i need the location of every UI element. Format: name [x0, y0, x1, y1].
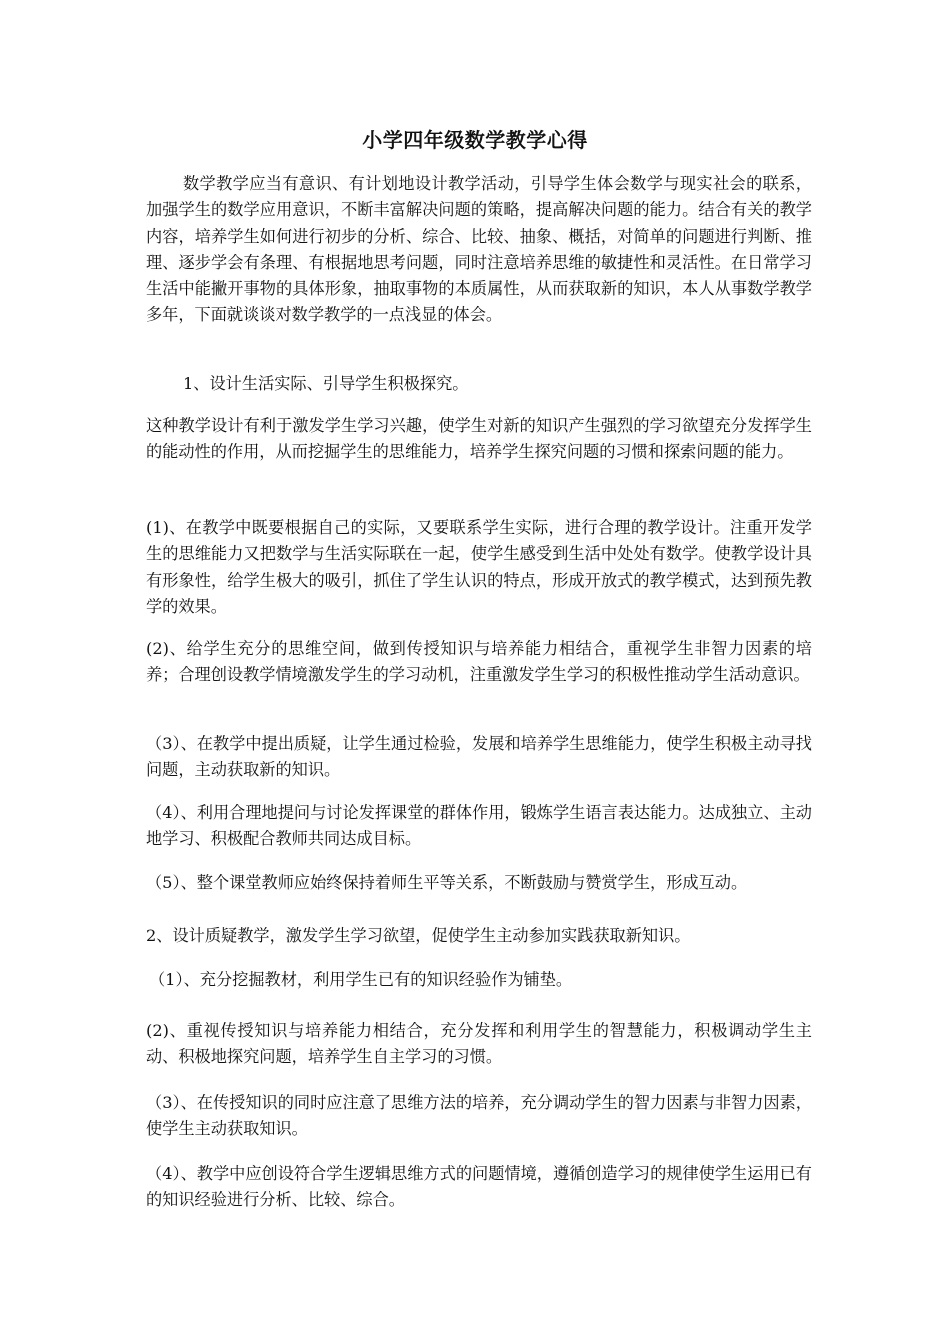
section2-item-4: （4）、教学中应创设符合学生逻辑思维方式的问题情境，遵循创造学习的规律使学生运用已有的知识经验进行分析、比较、综合。: [146, 1164, 812, 1210]
section1-item-2: (2)、给学生充分的思维空间，做到传授知识与培养能力相结合，重视学生非智力因素的培养；合理创设教学情境激发学生的学习动机，注重激发学生学习的积极性推动学生活动意识。: [146, 639, 812, 685]
section2-item-2: (2)、重视传授知识与培养能力相结合，充分发挥和利用学生的智慧能力，积极调动学生主动、积极地探究问题，培养学生自主学习的习惯。: [146, 1021, 812, 1067]
section1-heading: 1、设计生活实际、引导学生积极探究。: [183, 374, 469, 393]
section1-item-3: （3）、在教学中提出质疑，让学生通过检验，发展和培养学生思维能力，使学生积极主动寻找问题，主动获取新的知识。: [146, 734, 812, 780]
intro-paragraph: 数学教学应当有意识、有计划地设计教学活动，引导学生体会数学与现实社会的联系，加强学生的数学应用意识，不断丰富解决问题的策略，提高解决问题的能力。结合有关的教学内容，培养学生如何进行初步的分析、综合、比较、抽象、概括，对简单的问题进行判断、推理、逐步学会有条理、有根据地思考问题，同时注意培养思维的敏捷性和灵活性。在日常学习生活中能撇开事物的具体形象，抽取事物的本质属性，从而获取新的知识，本人从事数学教学多年，下面就谈谈对数学教学的一点浅显的体会。: [146, 174, 812, 325]
document-title: 小学四年级数学教学心得: [362, 128, 588, 152]
section2-heading: 2、设计质疑教学，激发学生学习欲望，促使学生主动参加实践获取新知识。: [146, 926, 691, 945]
section2-item-1: （1）、充分挖掘教材，利用学生已有的知识经验作为铺垫。: [149, 970, 573, 989]
section1-body-paragraph: 这种教学设计有利于激发学生学习兴趣，使学生对新的知识产生强烈的学习欲望充分发挥学生的能动性的作用，从而挖掘学生的思维能力，培养学生探究问题的习惯和探索问题的能力。: [146, 416, 812, 462]
section1-item-1: (1)、在教学中既要根据自己的实际，又要联系学生实际，进行合理的教学设计。注重开发学生的思维能力又把数学与生活实际联在一起，使学生感受到生活中处处有数学。使教学设计具有形象性，给学生极大的吸引，抓住了学生认识的特点，形成开放式的教学模式，达到预先教学的效果。: [146, 518, 812, 616]
section1-item-4: （4）、利用合理地提问与讨论发挥课堂的群体作用，锻炼学生语言表达能力。达成独立、主动地学习、积极配合教师共同达成目标。: [146, 803, 812, 849]
section2-item-3: （3）、在传授知识的同时应注意了思维方法的培养，充分调动学生的智力因素与非智力因素，使学生主动获取知识。: [146, 1093, 812, 1139]
section1-item-5: （5）、整个课堂教师应始终保持着师生平等关系，不断鼓励与赞赏学生，形成互动。: [146, 873, 748, 892]
